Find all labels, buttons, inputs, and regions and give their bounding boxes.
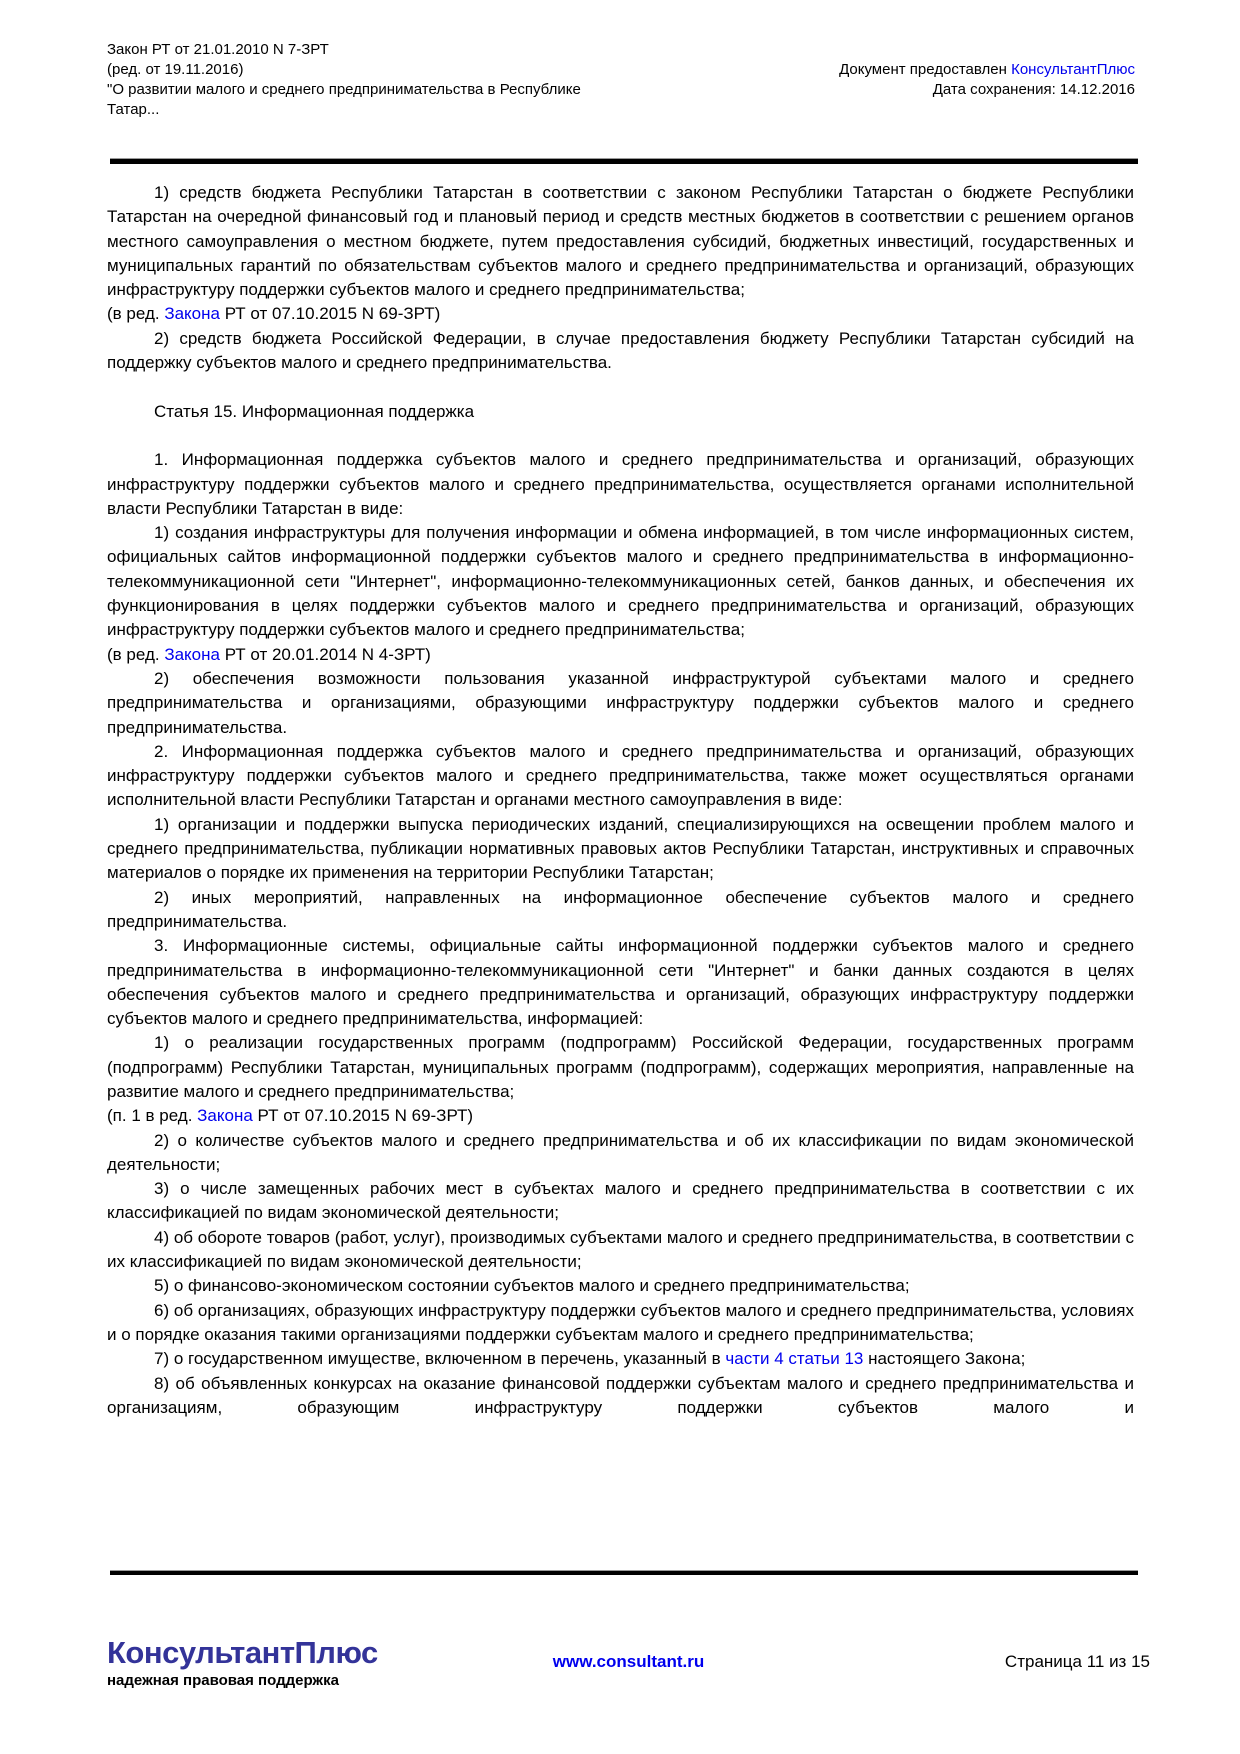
paragraph: 1) создания инфраструктуры для получения информации и обмена информацией, в том числе информационных систем, официальных сайтов информационной поддержки субъектов малого и среднего предпринимательства в информационно-телекоммуникационной сети "Интернет", информационно-телекоммуникационных сетей, банков данных, и обеспечения их функционирования в целях поддержки субъектов малого и среднего предпринимательства и организаций, образующих инфраструктуру поддержки субъектов малого и среднего предпринимательства; — [107, 523, 1134, 640]
page-footer — [107, 1636, 1150, 1716]
page-header — [107, 40, 1135, 120]
top-divider-rule — [110, 158, 1138, 164]
document-revision-line: (ред. от 19.11.2016) — [107, 61, 244, 78]
edit-note: (п. 1 в ред. Закона РТ от 07.10.2015 N 69-ЗРТ) — [107, 1106, 474, 1126]
document-link[interactable]: части 4 статьи 13 — [725, 1349, 864, 1369]
paragraph: 2) иных мероприятий, направленных на информационное обеспечение субъектов малого и среднего предпринимательства. — [107, 887, 1134, 931]
paragraph: 2) обеспечения возможности пользования указанной инфраструктурой субъектами малого и среднего предпринимательства и организациями, образующими инфраструктуру поддержки субъектов малого и среднего предпринимательства. — [107, 668, 1134, 737]
document-link[interactable]: Закона — [164, 304, 220, 324]
paragraph: 6) об организациях, образующих инфраструктуру поддержки субъектов малого и среднего предпринимательства, условиях и о порядке оказания такими организациями поддержки субъектам малого и среднего предпринимательства; — [107, 1300, 1134, 1344]
logo-tagline: надежная правовая поддержка — [107, 1672, 339, 1689]
provided-by-label: Документ предоставлен — [839, 61, 1012, 78]
paragraph: 1) средств бюджета Республики Татарстан в соответствии с законом Республики Татарстан о бюджете Республики Татарстан на очередной финансовый год и плановый период и средств местных бюджетов в соответствии с решением органов местного самоуправления о местном бюджете, путем предоставления субсидий, бюджетных инвестиций, государственных и муниципальных гарантий по обязательствам субъектов малого и среднего предпринимательства и организаций, образующих инфраструктуру поддержки субъектов малого и среднего предпринимательства; — [107, 183, 1134, 300]
edit-note: (в ред. Закона РТ от 20.01.2014 N 4-ЗРТ) — [107, 644, 431, 664]
paragraph: 2. Информационная поддержка субъектов малого и среднего предпринимательства и организаций, образующих инфраструктуру поддержки субъектов малого и среднего предпринимательства, также может осуществляться органами исполнительной власти Республики Татарстан и органами местного самоуправления в виде: — [107, 741, 1134, 810]
paragraph: 3) о числе замещенных рабочих мест в субъектах малого и среднего предпринимательства в соответствии с их классификацией по видам экономической деятельности; — [107, 1179, 1134, 1223]
document-name-line-truncated: Татар... — [107, 101, 160, 118]
paragraph: 1) о реализации государственных программ (подпрограмм) Российской Федерации, государственных программ (подпрограмм) Республики Татарстан, муниципальных программ (подпрограмм), содержащих мероприятия, направленные на развитие малого и среднего предпринимательства; — [107, 1033, 1134, 1101]
paragraph: 7) о государственном имуществе, включенном в перечень, указанный в части 4 статьи 13 настоящего Закона; — [154, 1349, 1026, 1369]
paragraph: 1. Информационная поддержка субъектов малого и среднего предпринимательства и организаций, образующих инфраструктуру поддержки субъектов малого и среднего предпринимательства, осуществляется органами исполнительной власти Республики Татарстан в виде: — [107, 450, 1134, 518]
document-name-line: "О развитии малого и среднего предпринимательства в Республике — [107, 81, 581, 98]
paragraph: 8) об объявленных конкурсах на оказание финансовой поддержки субъектам малого и среднего предпринимательства и организациям, образующим инфраструктуру поддержки субъектов малого и — [107, 1373, 1134, 1417]
paragraph: 4) об обороте товаров (работ, услуг), производимых субъектами малого и среднего предпринимательства, в соответствии с их классификацией по видам экономической деятельности; — [107, 1227, 1134, 1272]
consultantplus-link[interactable]: КонсультантПлюс — [1011, 61, 1135, 78]
document-body — [107, 181, 1134, 1567]
consultantplus-logo: КонсультантПлюс — [107, 1635, 378, 1670]
document-title-line: Закон РТ от 21.01.2010 N 7-ЗРТ — [107, 41, 329, 58]
edit-note: (в ред. Закона РТ от 07.10.2015 N 69-ЗРТ) — [107, 304, 441, 324]
save-date-line: Дата сохранения: 14.12.2016 — [932, 81, 1135, 98]
website-url-link[interactable]: www.consultant.ru — [552, 1652, 705, 1671]
paragraph: 1) организации и поддержки выпуска периодических изданий, специализирующихся на освещении проблем малого и среднего предпринимательства, публикации нормативных правовых актов Республики Татарстан, инструктивных и справочных материалов о порядке их применения на территории Республики Татарстан; — [107, 814, 1134, 883]
paragraph: 2) о количестве субъектов малого и среднего предпринимательства и об их классификации по видам экономической деятельности; — [107, 1130, 1134, 1174]
article-heading: Статья 15. Информационная поддержка — [154, 401, 475, 421]
document-link[interactable]: Закона — [164, 644, 220, 664]
paragraph: 2) средств бюджета Российской Федерации, в случае предоставления бюджету Республики Татарстан субсидий на поддержку субъектов малого и среднего предпринимательства. — [107, 328, 1134, 373]
page-number-label: Страница 11 из 15 — [1004, 1652, 1150, 1671]
website-url-wrap — [107, 1652, 1150, 1672]
bottom-divider-rule — [110, 1570, 1138, 1575]
paragraph: 3. Информационные системы, официальные сайты информационной поддержки субъектов малого и среднего предпринимательства в информационно-телекоммуникационной сети "Интернет" и банки данных создаются в целях обеспечения субъектов малого и среднего предпринимательства и организаций, образующих инфраструктуру поддержки субъектов малого и среднего предпринимательства, информацией: — [107, 936, 1134, 1029]
document-link[interactable]: Закона — [197, 1106, 253, 1126]
document-title-block — [107, 40, 581, 120]
paragraph: 5) о финансово-экономическом состоянии субъектов малого и среднего предпринимательства; — [154, 1276, 910, 1296]
provided-by-line — [839, 60, 1135, 80]
document-provider-block — [839, 40, 1135, 120]
